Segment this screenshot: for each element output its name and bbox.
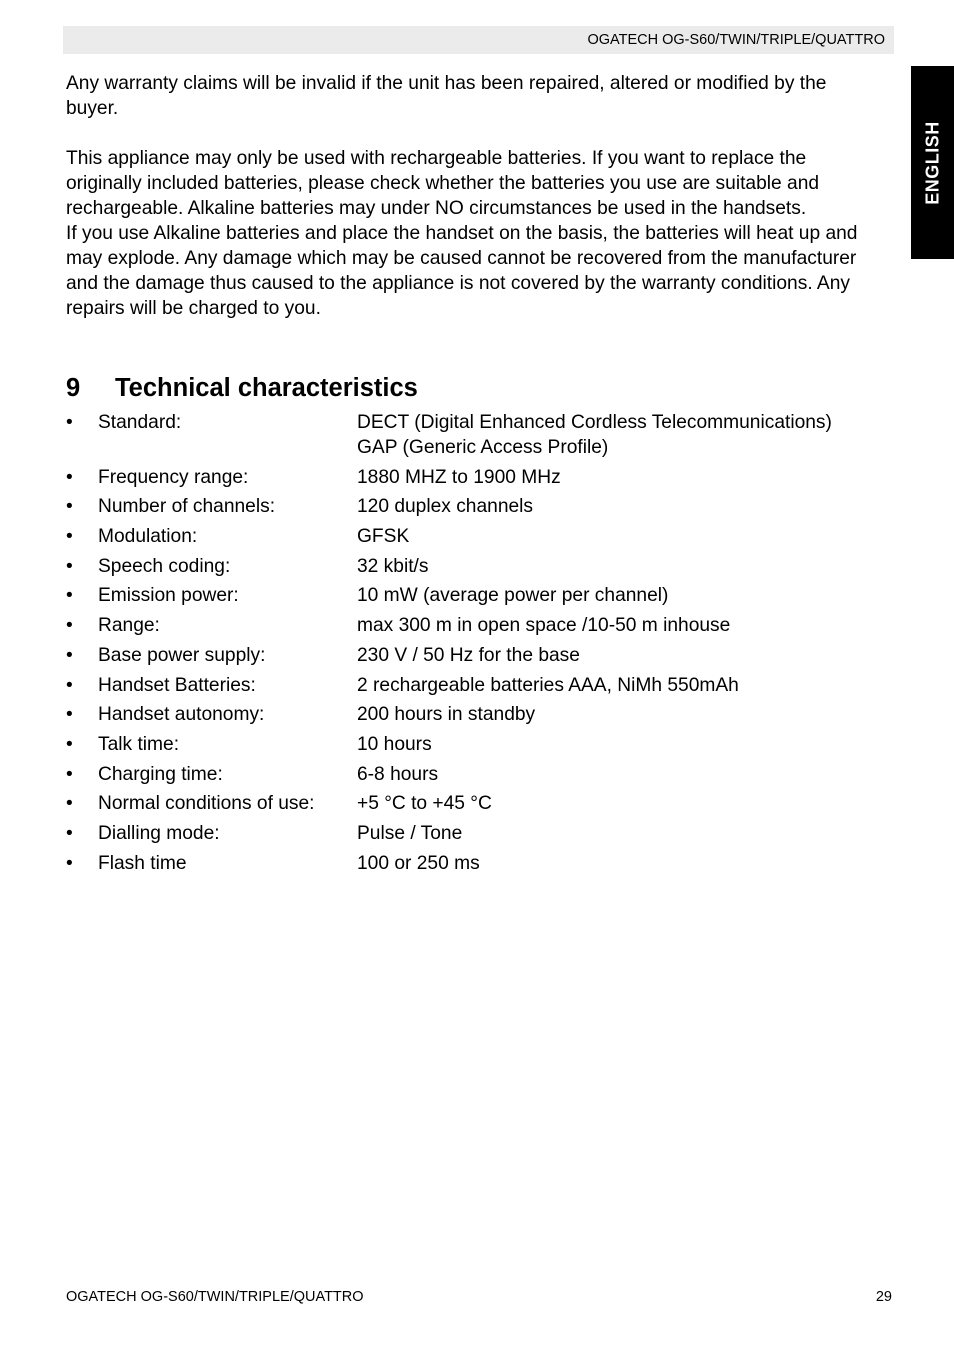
battery-paragraph: This appliance may only be used with rechargeable batteries. If you want to replace the originally included batteries, please check whether the batteries you use are suitable and rechargeable. Alkaline batteries may under NO circumstances be used in the handsets. If you use Alkaline batteries and place the handset on the basis, the batteries will heat up and may explode. Any damage which may be caused cannot be recovered from the manufacturer and the damage thus caused to the appliance is not covered by the warranty conditions. Any repairs will be charged to you. bbox=[66, 148, 858, 319]
spec-label: Modulation: bbox=[98, 526, 198, 548]
warranty-paragraph: Any warranty claims will be invalid if the unit has been repaired, altered or modified by the buyer. bbox=[66, 73, 827, 119]
spec-value: 10 mW (average power per channel) bbox=[357, 585, 669, 607]
spec-label: Frequency range: bbox=[98, 466, 249, 488]
header-title: OGATECH OG-S60/TWIN/TRIPLE/QUATTRO bbox=[587, 32, 885, 48]
bullet: • bbox=[66, 852, 73, 874]
language-tab bbox=[911, 66, 954, 259]
spec-row bbox=[66, 643, 896, 668]
bullet: • bbox=[66, 412, 73, 433]
bullet: • bbox=[66, 793, 73, 815]
bullet: • bbox=[66, 644, 73, 666]
spec-label: Flash time bbox=[98, 852, 187, 874]
bullet: • bbox=[66, 704, 73, 726]
bullet: • bbox=[66, 526, 73, 548]
language-tab-label: ENGLISH bbox=[922, 120, 942, 205]
bullet: • bbox=[66, 674, 73, 696]
spec-value: 200 hours in standby bbox=[357, 704, 536, 726]
spec-value: 6-8 hours bbox=[357, 763, 439, 785]
spec-row bbox=[66, 613, 896, 638]
spec-value: 32 kbit/s bbox=[357, 555, 429, 577]
spec-label: Handset autonomy: bbox=[98, 704, 265, 726]
spec-label: Number of channels: bbox=[98, 496, 276, 518]
spec-row bbox=[66, 465, 896, 490]
spec-row bbox=[66, 524, 896, 549]
spec-label: Handset Batteries: bbox=[98, 674, 256, 696]
spec-label: Base power supply: bbox=[98, 644, 266, 666]
spec-value: 100 or 250 ms bbox=[357, 852, 480, 874]
bullet: • bbox=[66, 763, 73, 785]
bullet: • bbox=[66, 585, 73, 607]
spec-label: Talk time: bbox=[98, 733, 180, 755]
spec-value: 120 duplex channels bbox=[357, 496, 534, 518]
spec-value: Pulse / Tone bbox=[357, 822, 463, 844]
spec-row bbox=[66, 732, 896, 757]
spec-label: Speech coding: bbox=[98, 555, 231, 577]
spec-value: 1880 MHZ to 1900 MHz bbox=[357, 466, 561, 488]
bullet: • bbox=[66, 615, 73, 637]
spec-row bbox=[66, 494, 896, 519]
spec-label: Range: bbox=[98, 615, 160, 637]
spec-value: DECT (Digital Enhanced Cordless Telecommunications) GAP (Generic Access Profile) bbox=[357, 412, 832, 458]
spec-list bbox=[66, 410, 896, 880]
spec-value: 230 V / 50 Hz for the base bbox=[357, 644, 580, 666]
spec-value: +5 °C to +45 °C bbox=[357, 793, 492, 815]
bullet: • bbox=[66, 466, 73, 488]
spec-row bbox=[66, 791, 896, 816]
spec-label: Standard: bbox=[98, 412, 182, 433]
spec-label: Charging time: bbox=[98, 763, 223, 785]
spec-row bbox=[66, 673, 896, 698]
section-title: Technical characteristics bbox=[115, 374, 418, 402]
spec-row bbox=[66, 583, 896, 608]
bullet: • bbox=[66, 555, 73, 577]
section-number: 9 bbox=[66, 374, 81, 402]
spec-row bbox=[66, 821, 896, 846]
bullet: • bbox=[66, 822, 73, 844]
spec-value: 10 hours bbox=[357, 733, 432, 755]
section-heading bbox=[66, 371, 418, 405]
footer-title: OGATECH OG-S60/TWIN/TRIPLE/QUATTRO bbox=[66, 1289, 364, 1305]
bullet: • bbox=[66, 733, 73, 755]
spec-value: 2 rechargeable batteries AAA, NiMh 550mAh bbox=[357, 674, 739, 696]
spec-row bbox=[66, 762, 896, 787]
spec-row bbox=[66, 554, 896, 579]
spec-label: Dialling mode: bbox=[98, 822, 220, 844]
spec-row bbox=[66, 410, 896, 460]
page-number: 29 bbox=[875, 1289, 892, 1305]
spec-label: Normal conditions of use: bbox=[98, 793, 315, 815]
spec-row bbox=[66, 702, 896, 727]
spec-row bbox=[66, 851, 896, 876]
bullet: • bbox=[66, 496, 73, 518]
spec-value: GFSK bbox=[357, 526, 410, 548]
running-header bbox=[63, 26, 894, 54]
spec-label: Emission power: bbox=[98, 585, 239, 607]
spec-value: max 300 m in open space /10-50 m inhouse bbox=[357, 615, 731, 637]
